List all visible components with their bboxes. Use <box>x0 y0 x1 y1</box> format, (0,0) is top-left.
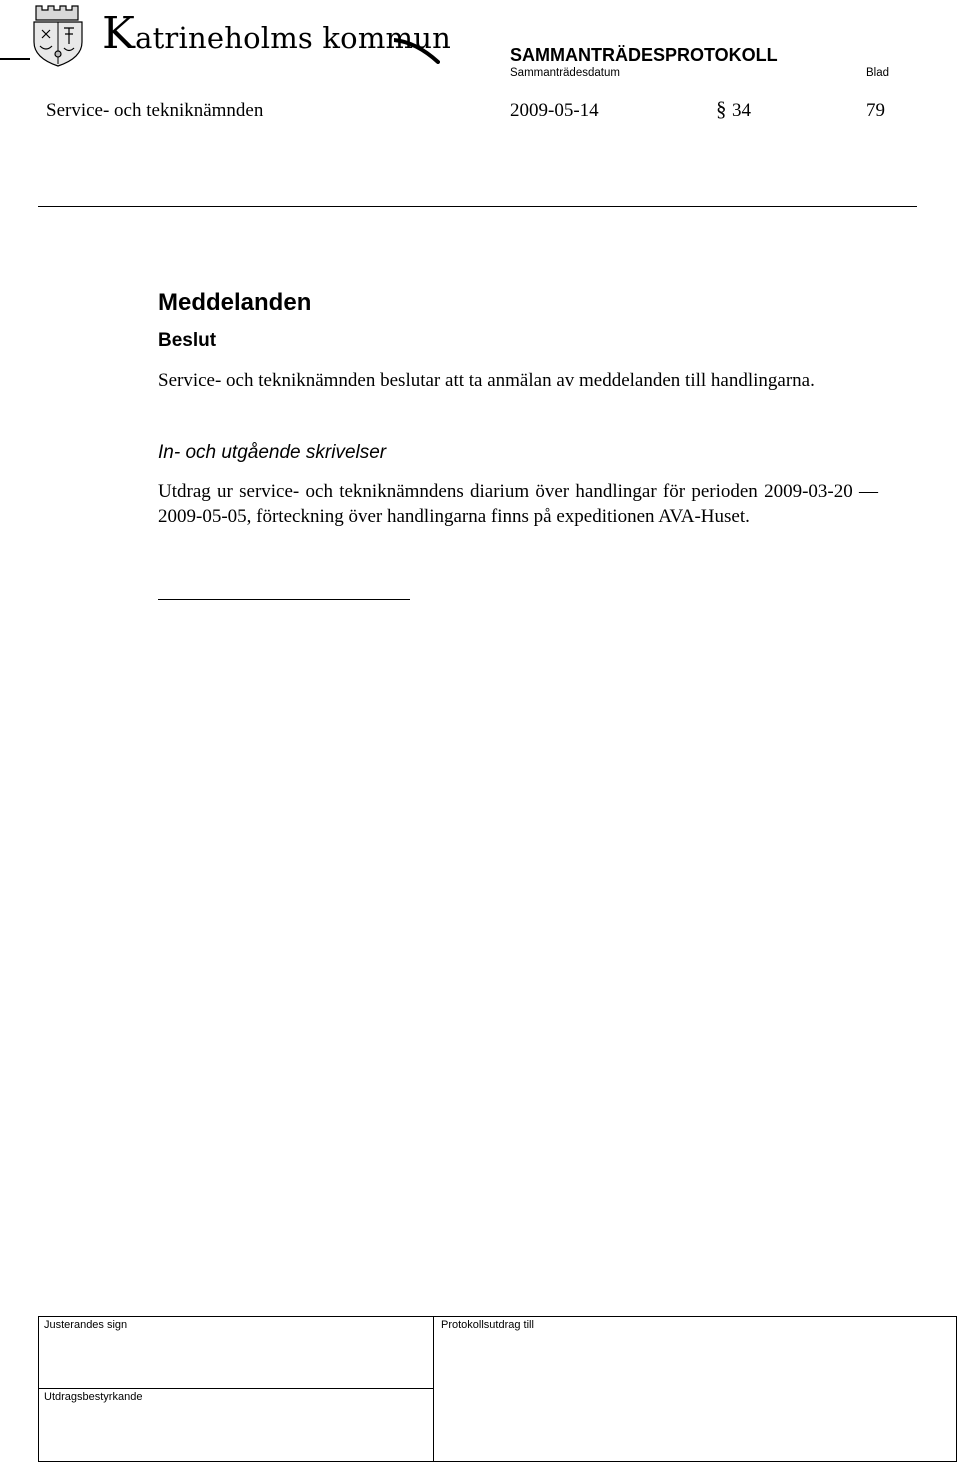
logo-rule <box>0 58 30 60</box>
section-sign: § <box>716 97 727 121</box>
meeting-date: 2009-05-14 <box>510 100 599 121</box>
committee-name: Service- och tekniknämnden <box>46 100 264 121</box>
page-title: Meddelanden <box>158 289 312 316</box>
wordmark-swoosh-icon <box>394 34 440 64</box>
wordmark-rest: atrineholms kommun <box>135 21 451 55</box>
decision-text: Service- och tekniknämnden beslutar att ta anmälan av meddelanden till handlingarna. <box>158 370 815 391</box>
section-end-rule <box>158 599 410 600</box>
decision-heading: Beslut <box>158 330 217 351</box>
paragraph-number: 34 <box>732 100 751 121</box>
subheading: In- och utgående skrivelser <box>158 442 387 463</box>
attestation-label: Utdragsbestyrkande <box>44 1391 143 1403</box>
document-type: SAMMANTRÄDESPROTOKOLL <box>510 45 778 65</box>
wordmark-initial: K <box>102 8 136 59</box>
municipality-crest-icon <box>30 2 86 68</box>
page-number: 79 <box>866 100 885 121</box>
item-text: Utdrag ur service- och tekniknämndens diarium över handlingar för perioden 2009-03-20 — 2009-05-05, förteckning över handlingarna finns på expeditionen AVA-Huset. <box>158 481 878 527</box>
signature-label: Justerandes sign <box>44 1319 128 1331</box>
footer-horizontal-divider <box>38 1388 433 1389</box>
extract-label: Protokollsutdrag till <box>441 1319 534 1331</box>
footer-vertical-divider <box>433 1316 434 1462</box>
header-divider <box>38 206 917 207</box>
footer-signature-box <box>38 1316 957 1462</box>
meeting-date-label: Sammanträdesdatum <box>510 67 620 79</box>
sheet-label: Blad <box>866 67 890 79</box>
